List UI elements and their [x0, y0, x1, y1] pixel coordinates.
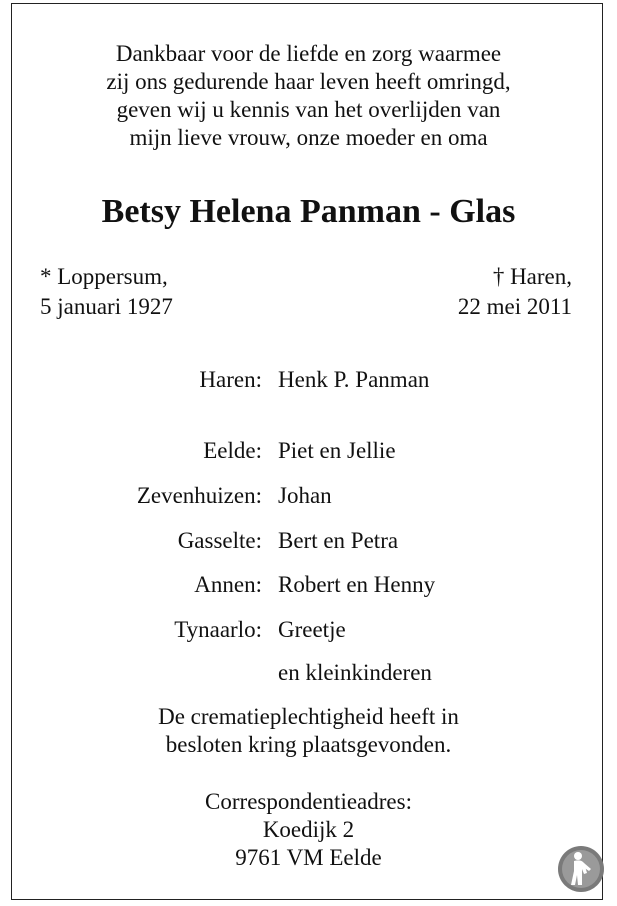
- relative-place: Zevenhuizen:: [136, 483, 262, 508]
- closing-line: De crematieplechtigheid heeft in: [158, 704, 459, 729]
- relative-names: Greetje: [278, 617, 346, 642]
- address-street: Koedijk 2: [262, 817, 355, 842]
- closing-text: [0, 703, 617, 759]
- relative-names: Henk P. Panman: [278, 367, 430, 392]
- deceased-name: Betsy Helena Panman - Glas: [101, 193, 516, 230]
- relative-names: en kleinkinderen: [278, 660, 432, 685]
- relative-names: Piet en Jellie: [278, 438, 396, 463]
- death-date: 22 mei 2011: [457, 294, 572, 319]
- birth-info: [40, 262, 173, 322]
- correspondence-address: [0, 788, 617, 872]
- closing-line: besloten kring plaatsgevonden.: [165, 732, 452, 757]
- intro-line: Dankbaar voor de liefde en zorg waarmee: [115, 41, 502, 66]
- relative-place: Eelde:: [203, 438, 262, 463]
- address-city: 9761 VM Eelde: [235, 845, 382, 870]
- birth-place: * Loppersum,: [40, 264, 168, 289]
- intro-line: zij ons gedurende haar leven heeft omringd,: [106, 69, 511, 94]
- relative-place: Annen:: [194, 572, 262, 597]
- intro-line: mijn lieve vrouw, onze moeder en oma: [129, 125, 488, 150]
- relative-place: Tynaarlo:: [174, 617, 262, 642]
- mourning-figure-seal-icon: [557, 845, 605, 893]
- address-label: Correspondentieadres:: [205, 789, 412, 814]
- relative-names: Robert en Henny: [278, 572, 436, 597]
- relative-names: Johan: [278, 483, 332, 508]
- intro-text: [0, 40, 617, 152]
- intro-line: geven wij u kennis van het overlijden van: [116, 97, 501, 122]
- relative-names: Bert en Petra: [278, 528, 399, 553]
- death-info: [458, 262, 572, 322]
- birth-date: 5 januari 1927: [40, 294, 173, 319]
- relative-place: Gasselte:: [177, 528, 262, 553]
- relative-place: Haren:: [199, 367, 262, 392]
- death-place: † Haren,: [492, 264, 572, 289]
